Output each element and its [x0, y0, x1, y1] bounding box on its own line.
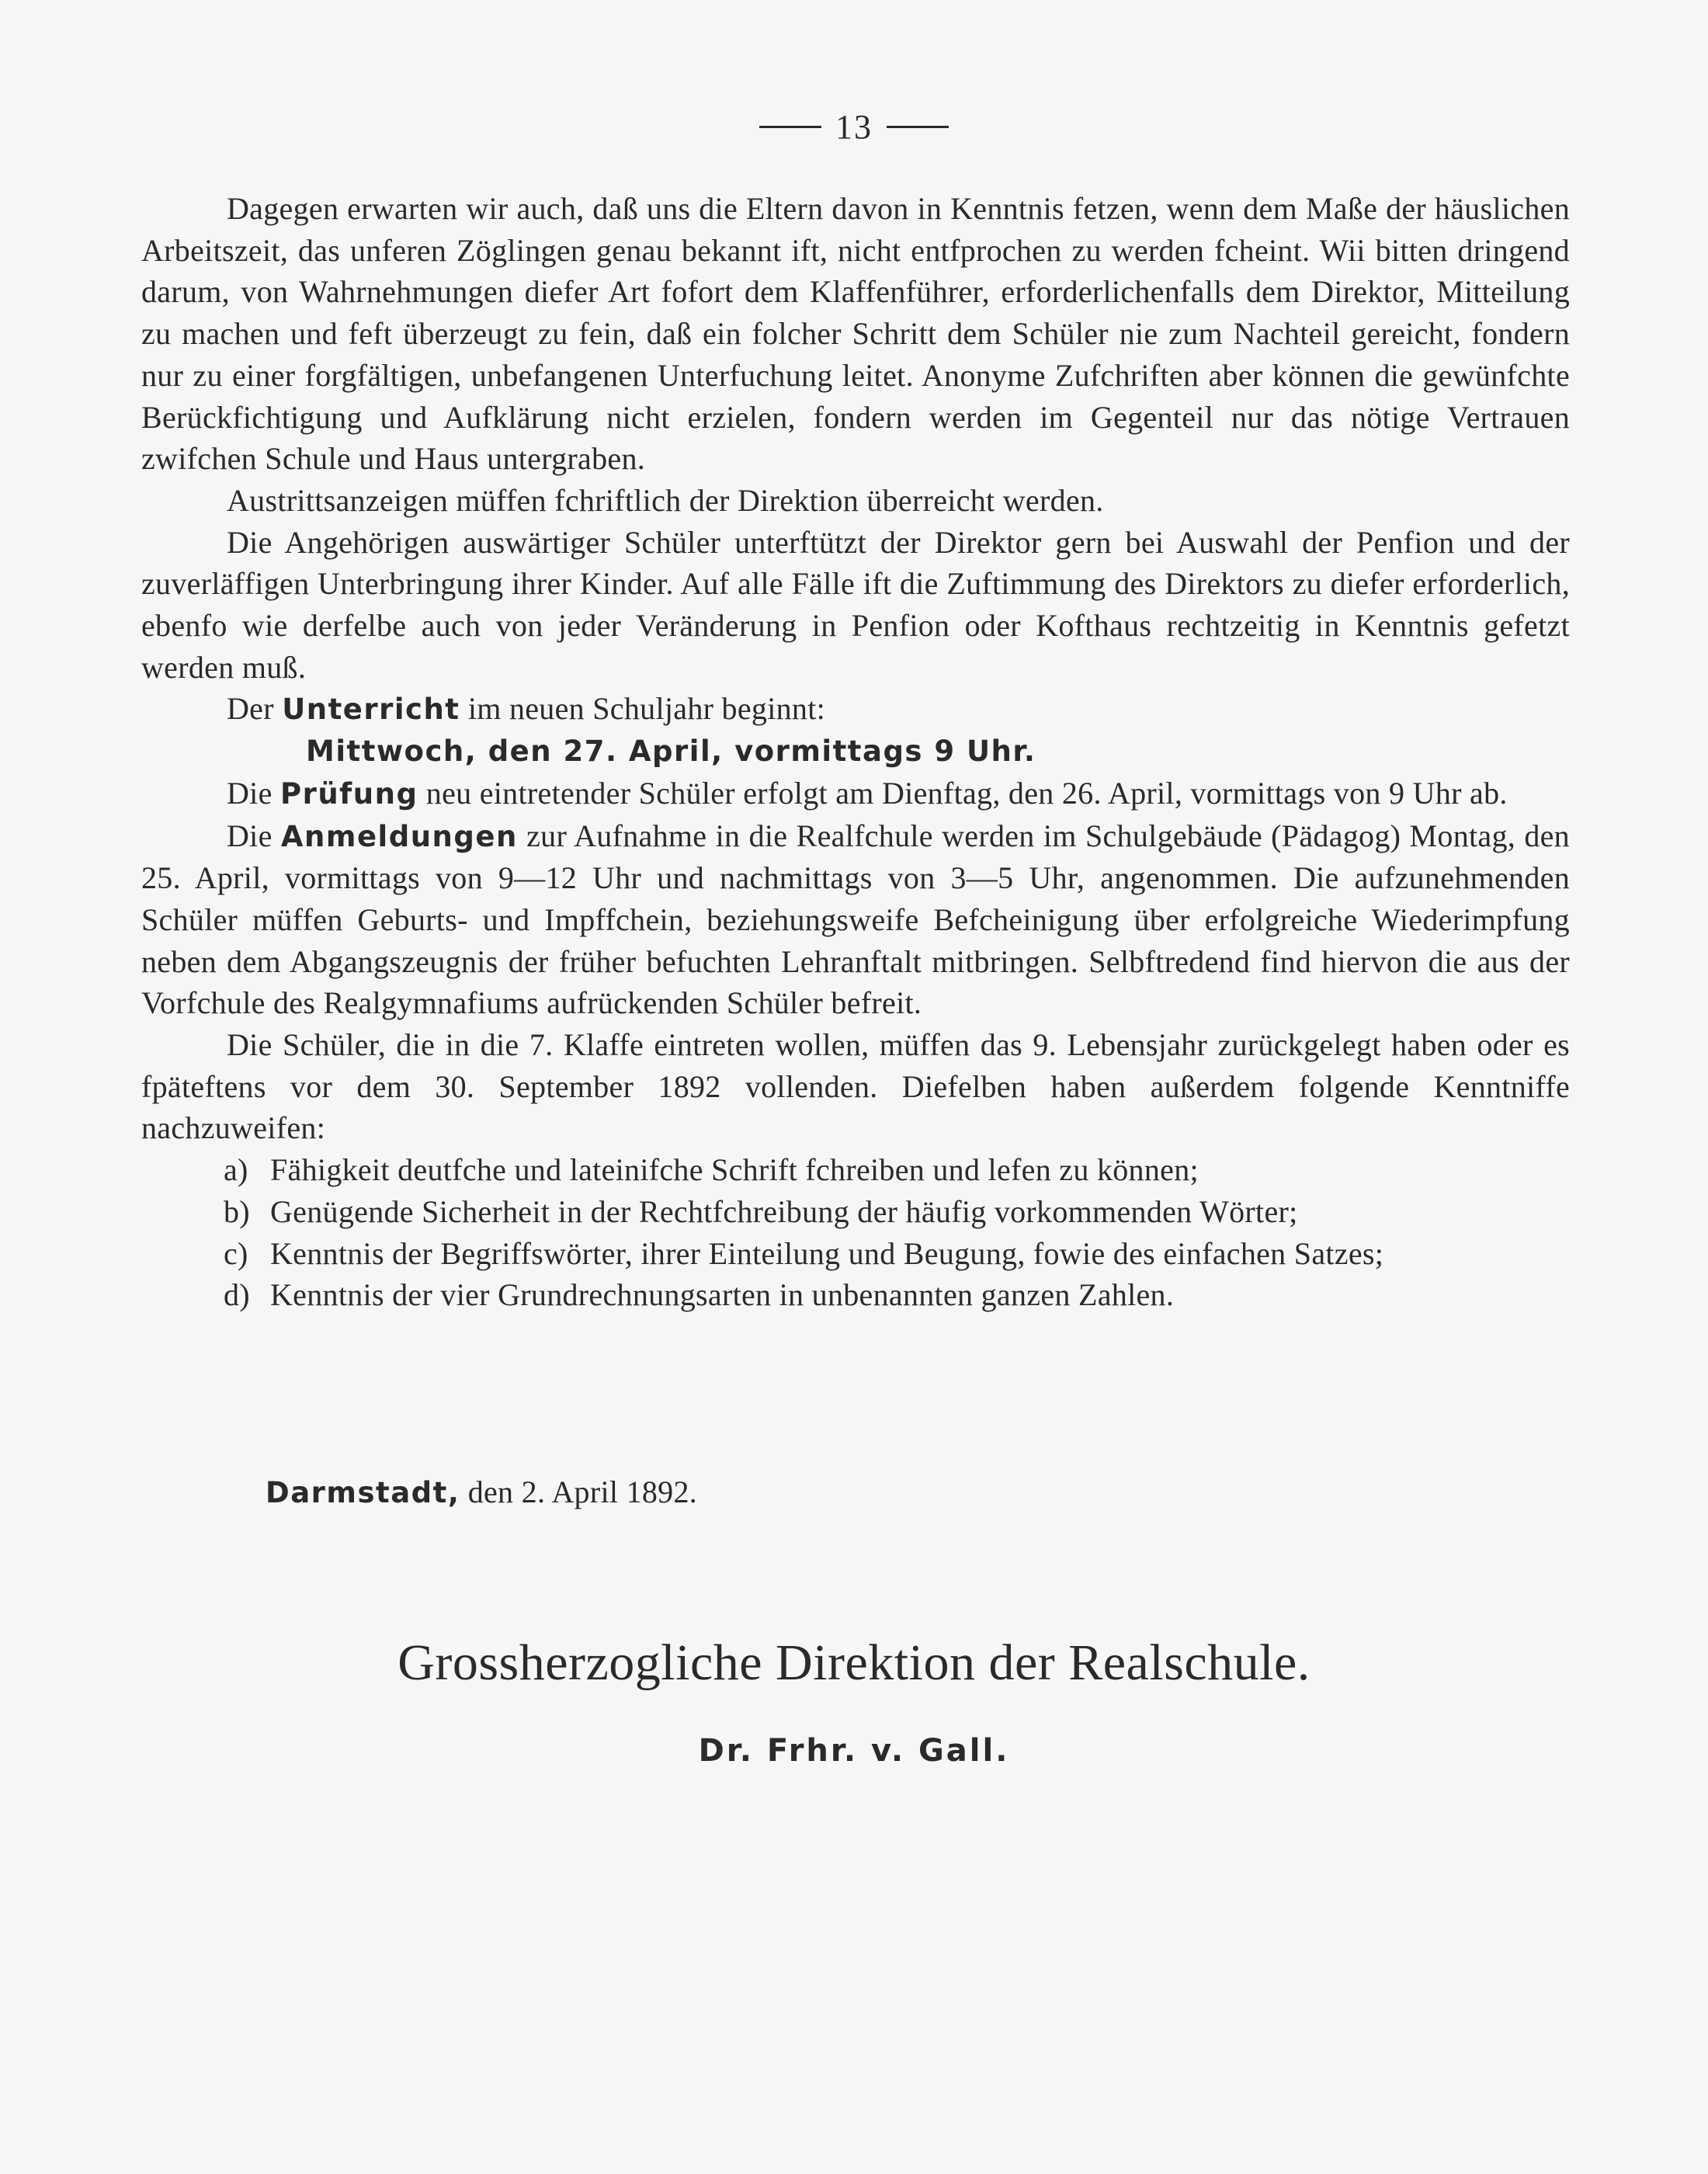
- issuing-authority: Grossherzogliche Direktion der Realschule.: [397, 1634, 1311, 1691]
- dateline-date: den 2. April 1892.: [467, 1474, 698, 1509]
- list-text: Fähigkeit deutfche und lateinifche Schrift fchreiben und lefen zu können;: [270, 1152, 1199, 1188]
- dateline-place: Darmstadt,: [266, 1476, 460, 1509]
- registration-post: zur Aufnahme in die Realfchule werden im Schulgebäude (Pädagog) Montag, den 25. April, vormittags von 9—12 Uhr und nachmittags von 3—5 Uhr, angenommen. Die aufzunehmenden Schüler müffen Geburts- und Impffchein, beziehungsweife Befcheinigung über erfolgreiche Wiederimpfung neben dem Abgangszeugnis der früher befuchten Lehranftalt mitbringen. Selbftredend find hiervon die aus der Vorfchule des Realgymnafiums aufrückenden Schüler befreit.: [141, 818, 1570, 1021]
- signature: Dr. Frhr. v. Gall.: [698, 1733, 1010, 1769]
- list-item: [141, 1274, 1570, 1316]
- list-item: [141, 1149, 1570, 1191]
- lessons-bold: Unterricht: [282, 693, 460, 727]
- paragraph-registration: [141, 815, 1570, 1025]
- list-item: [141, 1233, 1570, 1275]
- right-ornament: [887, 126, 949, 128]
- list-marker: b): [224, 1193, 250, 1229]
- page-number: 13: [835, 108, 873, 146]
- start-date-line: Mittwoch, den 27. April, vormittags 9 Uhr.: [306, 735, 1036, 769]
- body-text: [141, 188, 1570, 1316]
- list-marker: a): [224, 1152, 248, 1188]
- exam-post: neu eintretender Schüler erfolgt am Dienftag, den 26. April, vormittags von 9 Uhr ab.: [425, 775, 1508, 811]
- dateline: [266, 1474, 697, 1510]
- exam-bold: Prüfung: [279, 776, 418, 811]
- paragraph-withdrawal: Austrittsanzeigen müffen fchriftlich der Direktion überreicht werden.: [227, 482, 1104, 518]
- paragraph-exam: [141, 773, 1570, 815]
- list-item: [141, 1191, 1570, 1233]
- list-text: Genügende Sicherheit in der Rechtfchreibung der häufig vorkommenden Wörter;: [270, 1193, 1298, 1229]
- list-text: Kenntnis der Begriffswörter, ihrer Einteilung und Beugung, fowie des einfachen Satzes;: [270, 1235, 1384, 1271]
- registration-pre: Die: [227, 818, 273, 853]
- list-marker: d): [224, 1277, 250, 1313]
- paragraph-parental-notice: Dagegen erwarten wir auch, daß uns die Eltern davon in Kenntnis fetzen, wenn dem Maße der häuslichen Arbeitszeit, das unferen Zöglingen genau bekannt ift, nicht entfprochen zu werden fcheint. Wii bitten dringend darum, von Wahrnehmungen diefer Art fofort dem Klaffenführer, erforderlichenfalls dem Direktor, Mitteilung zu machen und feft überzeugt zu fein, daß ein folcher Schritt dem Schüler nie zum Nachteil gereicht, fondern nur zu einer forgfältigen, unbefangenen Unterfuchung leitet. Anonyme Zufchriften aber können die gewünfchte Berückfichtigung und Aufklärung nicht erzielen, fondern werden im Gegenteil nur das nötige Vertrauen zwifchen Schule und Haus untergraben.: [141, 191, 1570, 477]
- registration-bold: Anmeldungen: [280, 819, 518, 853]
- list-text: Kenntnis der vier Grundrechnungsarten in unbenannten ganzen Zahlen.: [270, 1277, 1175, 1313]
- paragraph-requirements: Die Schüler, die in die 7. Klaffe eintreten wollen, müffen das 9. Lebensjahr zurückgelegt haben oder es fpäteftens vor dem 30. September 1892 vollenden. Diefelben haben außerdem folgende Kenntniffe nachzuweifen:: [141, 1027, 1570, 1146]
- lessons-post: im neuen Schuljahr beginnt:: [467, 691, 826, 727]
- paragraph-lessons-start: [141, 688, 1570, 731]
- left-ornament: [759, 126, 821, 128]
- list-marker: c): [224, 1235, 248, 1271]
- lessons-pre: Der: [227, 691, 274, 727]
- requirements-list: [141, 1149, 1570, 1316]
- exam-pre: Die: [227, 775, 273, 811]
- paragraph-boarding: Die Angehörigen auswärtiger Schüler unterftützt der Direktor gern bei Auswahl der Penfion und der zuverläffigen Unterbringung ihrer Kinder. Auf alle Fälle ift die Zuftimmung des Direktors zu diefer erforderlich, ebenfo wie derfelbe auch von jeder Veränderung in Penfion oder Kofthaus rechtzeitig in Kenntnis gefetzt werden muß.: [141, 524, 1570, 685]
- page-header: [0, 107, 1708, 147]
